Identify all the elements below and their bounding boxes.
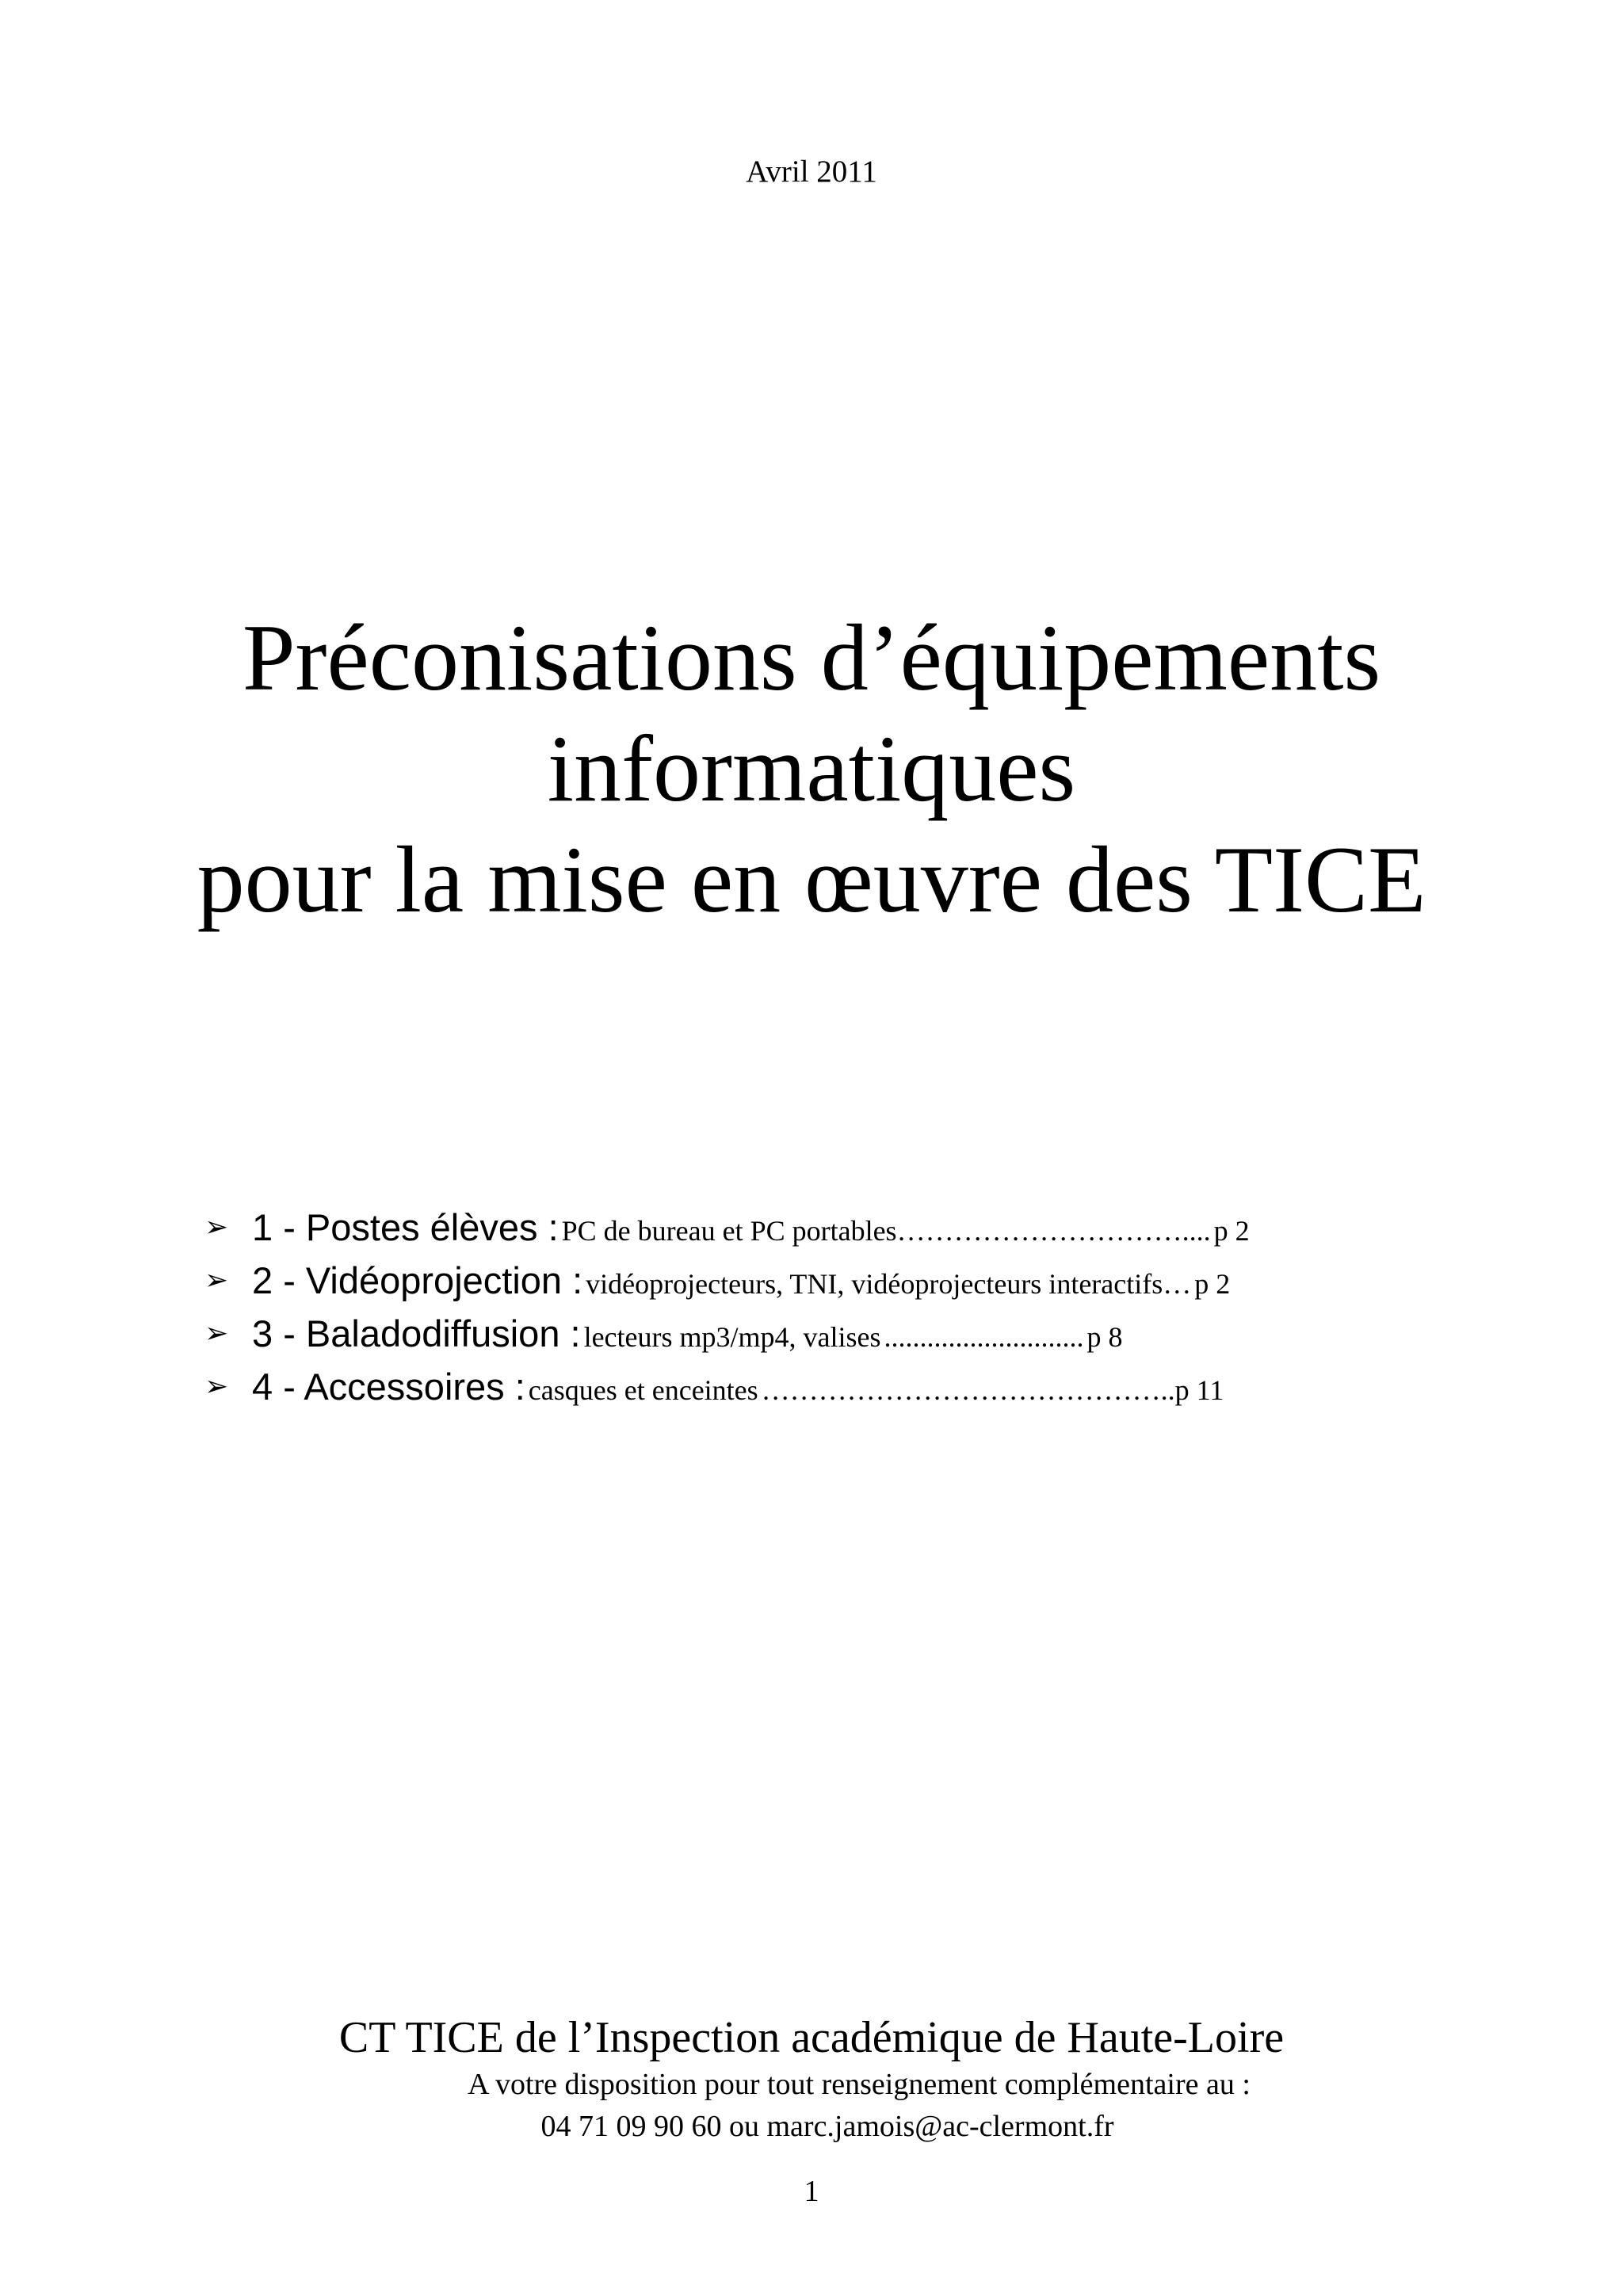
toc-item-postes-eleves (204, 1201, 1393, 1254)
toc-item-dots: ………………………….... (896, 1215, 1211, 1247)
toc-item-videoprojection (204, 1254, 1393, 1307)
toc-item-title: 1 - Postes élèves : (252, 1206, 559, 1248)
toc-item-title: 2 - Vidéoprojection : (252, 1259, 583, 1301)
table-of-contents (204, 1201, 1393, 1413)
document-title (0, 602, 1623, 935)
toc-item-subtitle: lecteurs mp3/mp4, valises (583, 1321, 881, 1353)
toc-item-title: 4 - Accessoires : (252, 1366, 525, 1408)
organization-name: CT TICE de l’Inspection académique de Haute-Loire (338, 2013, 1285, 2062)
arrow-bullet-icon: ➢ (204, 1317, 229, 1350)
toc-item-subtitle: vidéoprojecteurs, TNI, vidéoprojecteurs interactifs… (586, 1268, 1192, 1300)
arrow-bullet-icon: ➢ (204, 1370, 229, 1403)
document-date: Avril 2011 (746, 155, 877, 189)
arrow-bullet-icon: ➢ (204, 1211, 229, 1244)
toc-item-page: p 11 (1174, 1374, 1224, 1406)
toc-item-subtitle: casques et enceintes (528, 1374, 758, 1406)
contact-intro: A votre disposition pour tout renseignement complémentaire au : (468, 2068, 1251, 2101)
toc-item-page: p 2 (1194, 1268, 1231, 1300)
toc-item-baladodiffusion (204, 1307, 1393, 1360)
page-number: 1 (804, 2175, 819, 2208)
contact-details: 04 71 09 90 60 ou marc.jamois@ac-clermont.fr (540, 2110, 1114, 2143)
arrow-bullet-icon: ➢ (204, 1264, 229, 1297)
toc-item-page: p 2 (1213, 1215, 1250, 1247)
title-line-2: informatiques (547, 716, 1076, 821)
title-line-3: pour la mise en œuvre des TICE (197, 827, 1426, 932)
toc-item-dots: ............................ (884, 1321, 1084, 1353)
toc-item-accessoires (204, 1360, 1393, 1413)
title-line-1: Préconisations d’équipements (242, 605, 1381, 710)
toc-item-dots: …………………………………….. (761, 1374, 1175, 1406)
toc-item-page: p 8 (1086, 1321, 1123, 1353)
toc-item-subtitle: PC de bureau et PC portables (561, 1215, 897, 1247)
toc-item-title: 3 - Baladodiffusion : (252, 1312, 581, 1354)
